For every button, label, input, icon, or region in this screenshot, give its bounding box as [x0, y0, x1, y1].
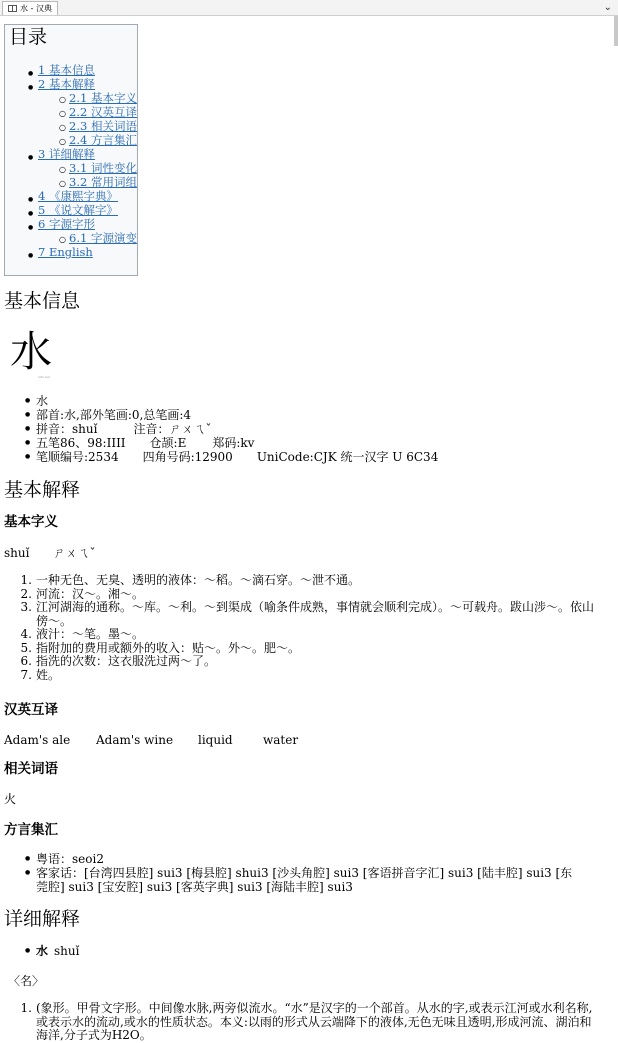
character-glyph: 水	[10, 327, 53, 376]
entry-char: 水	[36, 944, 49, 958]
tab-bar	[0, 0, 618, 16]
definition-item: 2. 河流：汉～。湘～。	[20, 586, 145, 601]
toc-item[interactable]	[69, 91, 137, 105]
toc-item[interactable]	[38, 189, 118, 203]
toc-item[interactable]	[38, 203, 118, 217]
toc-item[interactable]	[69, 175, 137, 189]
info-zhengma: 郑码:kv	[212, 436, 255, 450]
info-item	[36, 450, 438, 464]
dialect-item: ● 粤语：seoi2	[36, 852, 581, 866]
related-word: 火	[4, 792, 17, 806]
table-of-contents	[4, 24, 138, 276]
section-heading-basic-explain: 基本解释	[4, 479, 81, 501]
dialect-item: ● 客家话：[台湾四县腔] sui3 [梅县腔] shui3 [沙头角腔] sui3 [客语拼音字汇] sui3 [陆丰腔] sui3 [东莞腔] sui3 [宝安腔] sui3 [客英字典] sui3 [海陆丰腔] sui3	[36, 866, 581, 894]
detail-entry-list	[36, 944, 79, 958]
zhuyin-text: ㄕㄨㄟˇ	[53, 546, 96, 560]
subheading-basic-meaning: 基本字义	[4, 514, 58, 530]
section-heading-detail-explain: 详细解释	[4, 908, 81, 930]
info-stroke-order: 笔顺编号:2534	[36, 450, 119, 464]
info-unicode: UniCode:CJK 统一汉字 U 6C34	[256, 450, 439, 464]
scrollbar-thumb[interactable]	[614, 16, 618, 46]
toc-item[interactable]	[38, 217, 95, 231]
toc-item[interactable]	[69, 161, 137, 175]
definition-item: 6. 指洗的次数：这衣服洗过两～了。	[20, 654, 217, 668]
toc-item[interactable]	[38, 63, 95, 77]
toc-item[interactable]	[38, 77, 95, 91]
definition-item: 3. 江河湖海的通称。～库。～利。～到渠成（喻条件成熟，事情就会顺利完成）。～可载舟。跋山涉～。依山傍～。	[20, 600, 595, 628]
translation-item: liquid	[198, 733, 233, 747]
definition-item: 7. 姓。	[20, 667, 61, 682]
toc-item[interactable]	[69, 119, 137, 133]
toc-item[interactable]	[69, 133, 137, 147]
subheading-related-words: 相关词语	[4, 761, 58, 777]
toc-item[interactable]	[69, 105, 137, 119]
definition-text: (象形。甲骨文字形。中间像水脉,两旁似流水。“水”是汉字的一个部首。从水的字,或表示江河或水利名称,或表示水的流动,或水的性质状态。本义:以雨的形式从云端降下的液体,无色无味且透明,形成河流、湖泊和海洋,分子式为H2O。	[36, 1001, 593, 1042]
info-item	[36, 422, 438, 436]
info-four-corner: 四角号码:12900	[142, 450, 233, 464]
entry-pinyin: shuǐ	[54, 944, 80, 958]
definition-text: 一种无色、无臭、透明的液体：～稻。～滴石穿。～泄不通。	[36, 573, 361, 587]
toc-link[interactable]: 3.2 常用词组	[69, 175, 137, 189]
definition-text: 指附加的费用或额外的收入：贴～。外～。肥～。	[36, 640, 301, 655]
part-of-speech: 〈名〉	[8, 974, 45, 988]
toc-link[interactable]: 3 详细解释	[38, 147, 95, 161]
info-cangjie: 仓颉:E	[149, 436, 187, 450]
info-pinyin: 拼音：shuǐ	[36, 422, 98, 436]
detail-definitions	[20, 1001, 596, 1043]
pinyin-text: shuǐ	[4, 546, 30, 560]
tab-current[interactable]	[2, 1, 58, 15]
toc-item[interactable]	[38, 245, 93, 259]
chevron-down-icon[interactable]: ⌄	[603, 2, 612, 13]
toc-link[interactable]: 6 字源字形	[38, 217, 95, 231]
definition-item: 5. 指附加的费用或额外的收入：贴～。外～。肥～。	[20, 640, 301, 655]
dialect-list	[36, 852, 581, 894]
definition-text: 液汁：～笔。墨～。	[36, 627, 145, 641]
tab-title: 水 - 汉典	[20, 4, 52, 13]
definition-item: 1. 一种无色、无臭、透明的液体：～稻。～滴石穿。～泄不通。	[20, 573, 361, 587]
toc-link[interactable]: 7 English	[38, 245, 93, 259]
info-radical: 部首:水,部外笔画:0,总笔画:4	[36, 408, 192, 422]
translation-item: water	[263, 733, 299, 747]
info-wubi: 五笔86、98:IIII	[36, 436, 126, 450]
subheading-dialects: 方言集汇	[4, 822, 58, 838]
definition-text: 江河湖海的通称。～库。～利。～到渠成（喻条件成熟，事情就会顺利完成）。～可载舟。跋山涉～。依山傍～。	[36, 600, 595, 628]
toc-item[interactable]	[69, 231, 137, 245]
definition-item: 1. (象形。甲骨文字形。中间像水脉,两旁似流水。“水”是汉字的一个部首。从水的字,或表示江河或水利名称,或表示水的流动,或水的性质状态。本义:以雨的形式从云端降下的液体,无色无味且透明,形成河流、湖泊和海洋,分子式为H2O。	[20, 1001, 593, 1042]
toc-link[interactable]: 2.2 汉英互译	[69, 105, 137, 119]
pinyin-row	[4, 546, 95, 560]
toc-link[interactable]: 6.1 字源演变	[69, 231, 137, 245]
info-item	[36, 408, 438, 422]
definition-text: 河流：汉～。湘～。	[36, 586, 145, 601]
definition-item: 4. 液汁：～笔。墨～。	[20, 627, 145, 641]
subheading-translation: 汉英互译	[4, 702, 58, 718]
section-heading-basic-info: 基本信息	[4, 290, 81, 312]
glyph-caption: zdic.net	[38, 375, 51, 379]
toc-link[interactable]: 2.1 基本字义	[69, 91, 137, 105]
book-icon	[8, 5, 17, 12]
basic-info-list	[36, 394, 438, 464]
toc-link[interactable]: 4 《康熙字典》	[38, 189, 118, 203]
definition-text: 指洗的次数：这衣服洗过两～了。	[36, 654, 217, 668]
toc-link[interactable]: 2.4 方言集汇	[69, 133, 137, 147]
detail-entry	[36, 944, 79, 958]
toc-link[interactable]: 5 《说文解字》	[38, 203, 118, 217]
toc-item[interactable]	[38, 147, 95, 161]
toc-title: 目录	[9, 26, 48, 48]
info-item	[36, 436, 438, 450]
toc-link[interactable]: 2.3 相关词语	[69, 119, 137, 133]
toc-link[interactable]: 2 基本解释	[38, 77, 95, 91]
info-char: 水	[36, 394, 49, 408]
toc-link[interactable]: 3.1 词性变化	[69, 161, 137, 175]
toc-link[interactable]: 1 基本信息	[38, 63, 95, 77]
info-zhuyin: 注音：ㄕㄨㄟˇ	[133, 422, 212, 436]
translation-item: Adam's wine	[96, 733, 174, 747]
definition-text: 姓。	[36, 667, 61, 682]
basic-definitions	[20, 573, 596, 682]
info-item	[36, 394, 438, 408]
translation-item: Adam's ale	[4, 733, 71, 747]
